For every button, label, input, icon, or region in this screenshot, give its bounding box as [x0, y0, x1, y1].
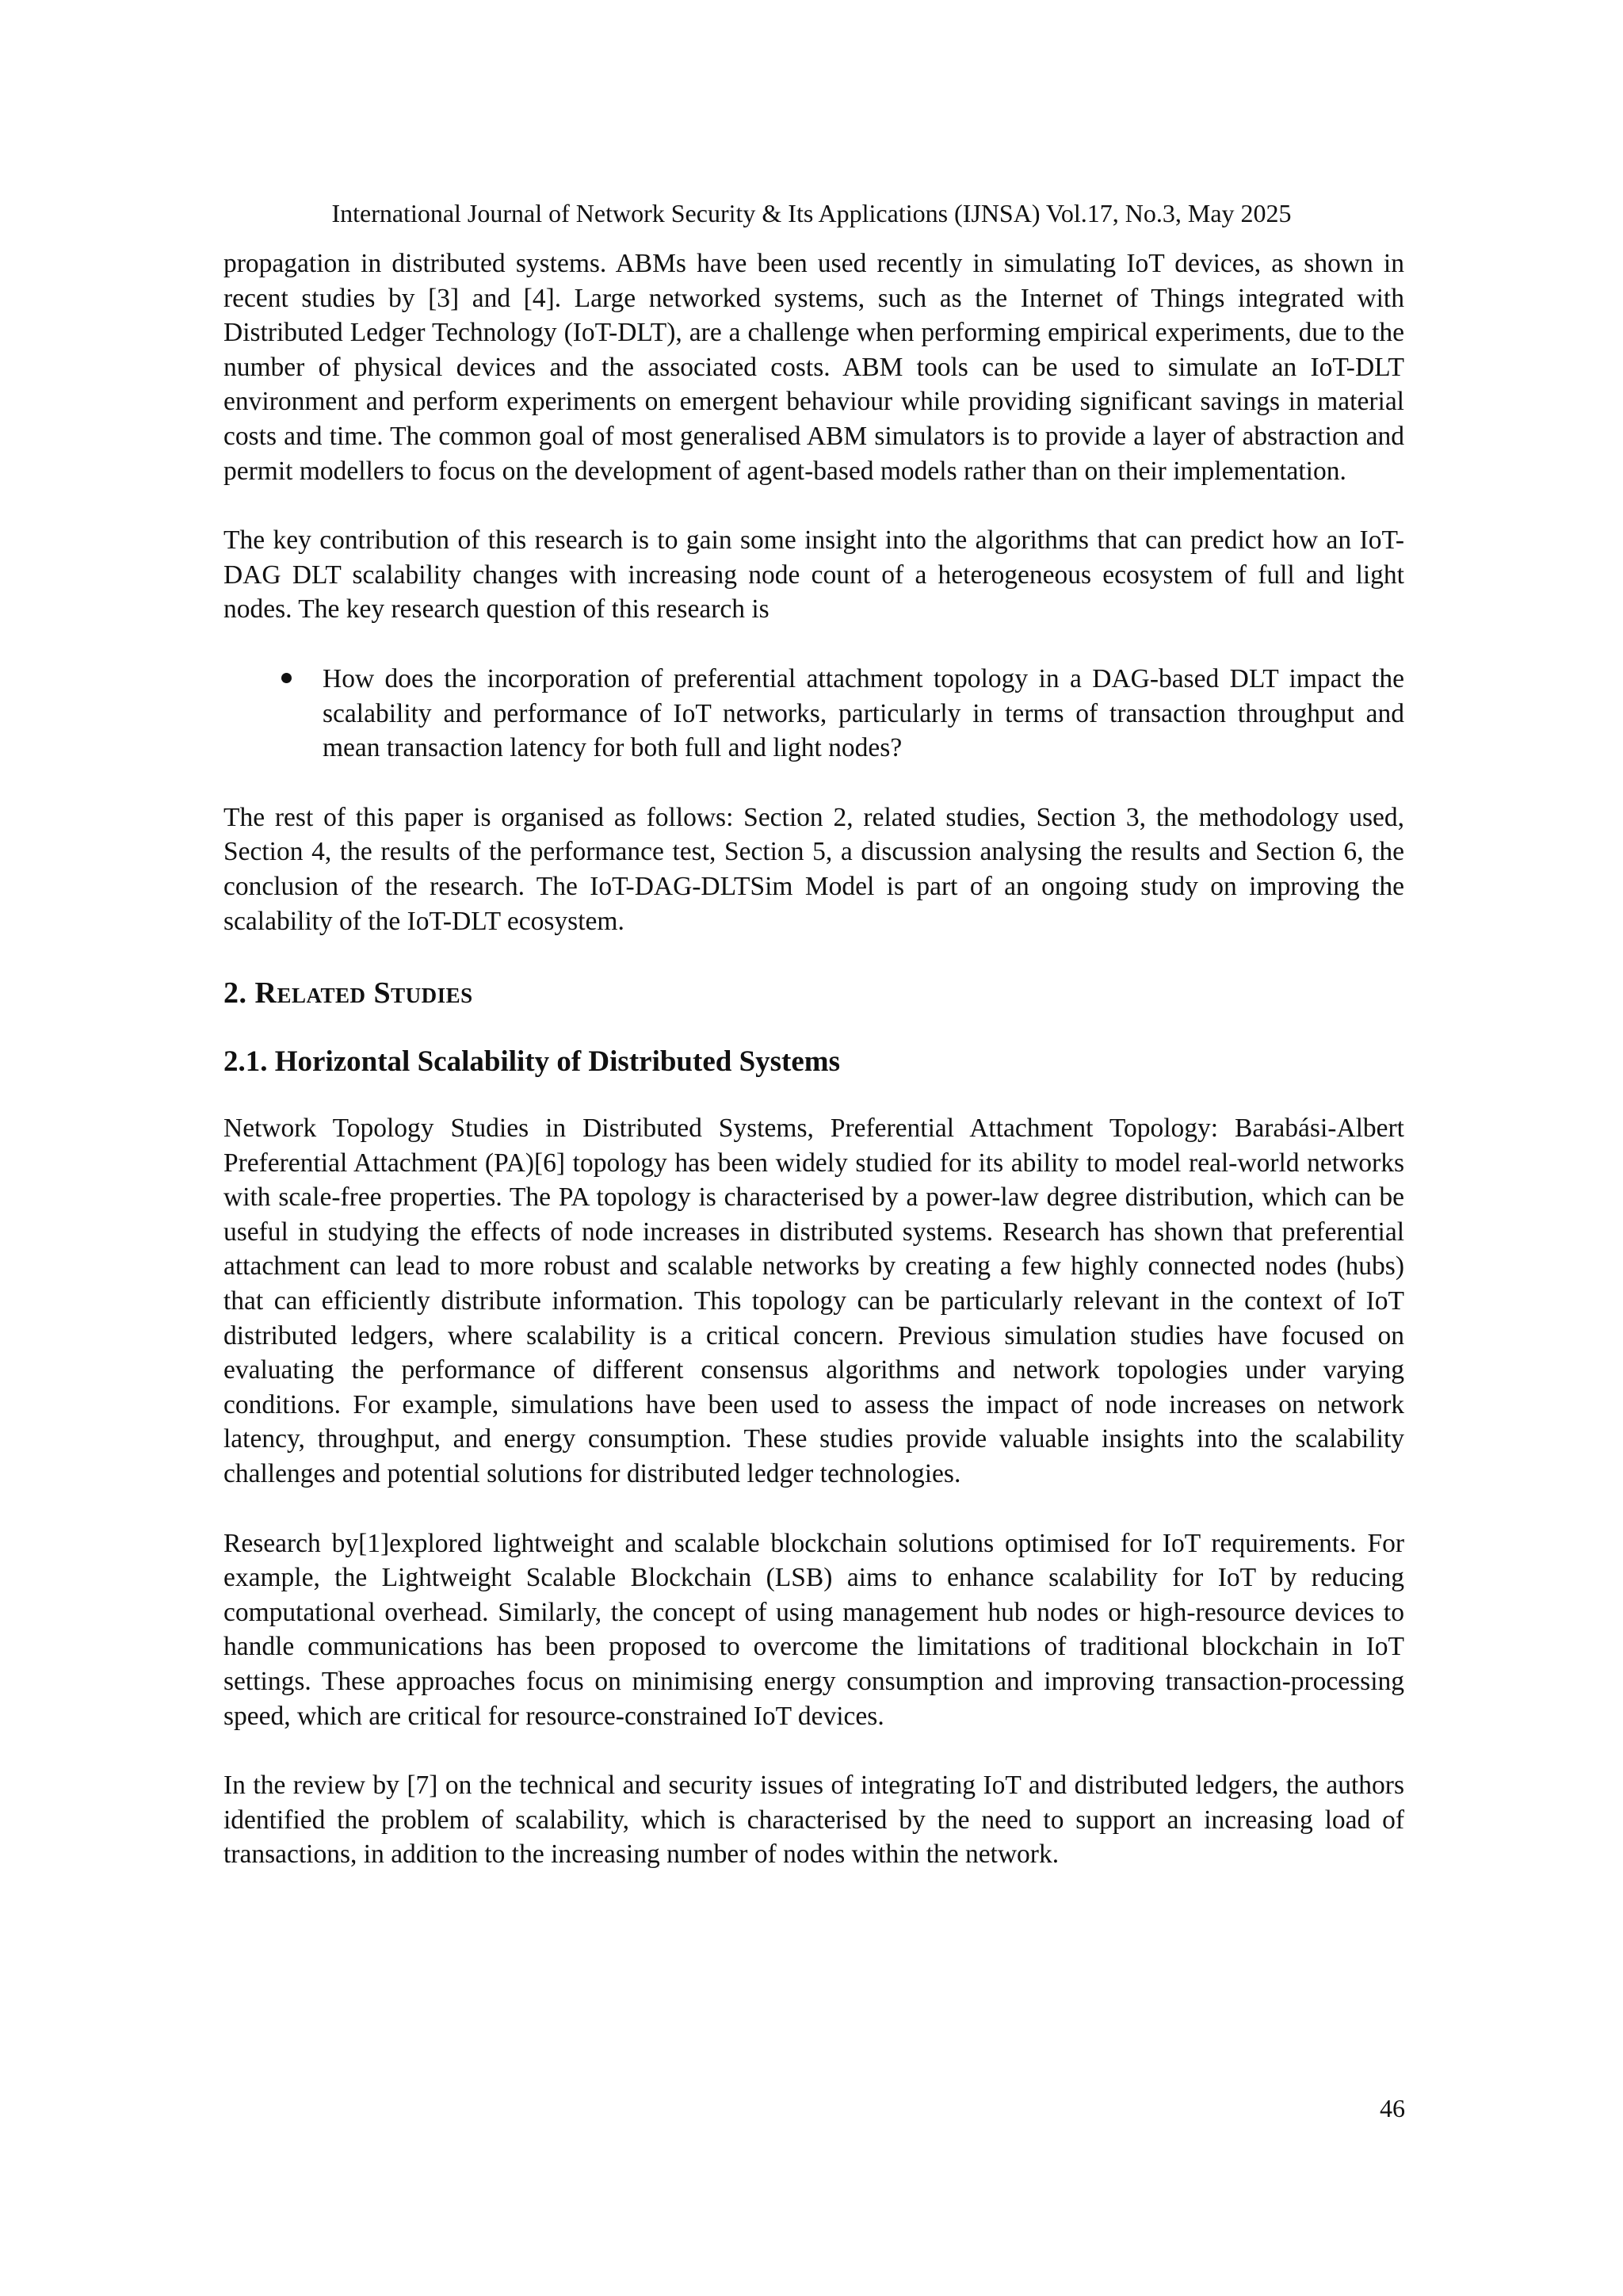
page-content — [223, 246, 1404, 1872]
research-question-item — [223, 662, 1404, 766]
intro-paragraph-2: The key contribution of this research is to gain some insight into the algorithms that can predict how an IoT-DAG DLT scalability changes with increasing node count of a heterogeneous ecosystem of full and light nodes. The key research question of this research is — [223, 525, 1404, 625]
subsection-paragraph-1: Network Topology Studies in Distributed Systems, Preferential Attachment Topology: Barabási-Albert Preferential Attachment (PA)[6] topology has been widely studied for its ability to model real-world networks with scale-free properties. The PA topology is characterised by a power-law degree distribution, which can be useful in studying the effects of node increases in distributed systems. Research has shown that preferential attachment can lead to more robust and scalable networks by creating a few highly connected nodes (hubs) that can efficiently distribute information. This topology can be particularly relevant in the context of IoT distributed ledgers, where scalability is a critical concern. Previous simulation studies have focused on evaluating the performance of different consensus algorithms and network topologies under varying conditions. For example, simulations have been used to assess the impact of node increases on network latency, throughput, and energy consumption. These studies provide valuable insights into the scalability challenges and potential solutions for distributed ledger technologies. — [223, 1114, 1404, 1489]
page-number: 46 — [1380, 2094, 1405, 2122]
research-question-text: How does the incorporation of preferential attachment topology in a DAG-based DLT impact the scalability and performance of IoT networks, particularly in terms of transaction throughput and mean transaction latency for both full and light nodes? — [323, 663, 1404, 763]
intro-paragraph-1: propagation in distributed systems. ABMs have been used recently in simulating IoT devices, as shown in recent studies by [3] and [4]. Large networked systems, such as the Internet of Things integrated with Distributed Ledger Technology (IoT-DLT), are a challenge when performing empirical experiments, due to the number of physical devices and the associated costs. ABM tools can be used to simulate an IoT-DLT environment and perform experiments on emergent behaviour while providing significant savings in material costs and time. The common goal of most generalised ABM simulators is to provide a layer of abstraction and permit modellers to focus on the development of agent-based models rather than on their implementation. — [223, 249, 1404, 486]
section-heading: 2. Related Studies — [223, 976, 473, 1010]
subsection-paragraph-2: Research by[1]explored lightweight and scalable blockchain solutions optimised for IoT requirements. For example, the Lightweight Scalable Blockchain (LSB) aims to enhance scalability for IoT by reducing computational overhead. Similarly, the concept of using management hub nodes or high-resource devices to handle communications has been proposed to overcome the limitations of traditional blockchain in IoT settings. These approaches focus on minimising energy consumption and improving transaction-processing speed, which are critical for resource-constrained IoT devices. — [223, 1528, 1404, 1731]
subsection-paragraph-3: In the review by [7] on the technical and security issues of integrating IoT and distributed ledgers, the authors identified the problem of scalability, which is characterised by the need to support an increasing load of transactions, in addition to the increasing number of nodes within the network. — [223, 1771, 1404, 1870]
running-header: International Journal of Network Security & Its Applications (IJNSA) Vol.17, No.3, May 2025 — [331, 199, 1292, 227]
research-question-list — [223, 662, 1404, 766]
subsection-heading: 2.1. Horizontal Scalability of Distributed Systems — [223, 1045, 841, 1079]
intro-paragraph-3: The rest of this paper is organised as follows: Section 2, related studies, Section 3, the methodology used, Section 4, the results of the performance test, Section 5, a discussion analysing the results and Section 6, the conclusion of the research. The IoT-DAG-DLTSim Model is part of an ongoing study on improving the scalability of the IoT-DLT ecosystem. — [223, 802, 1404, 936]
bullet-icon — [274, 662, 298, 697]
